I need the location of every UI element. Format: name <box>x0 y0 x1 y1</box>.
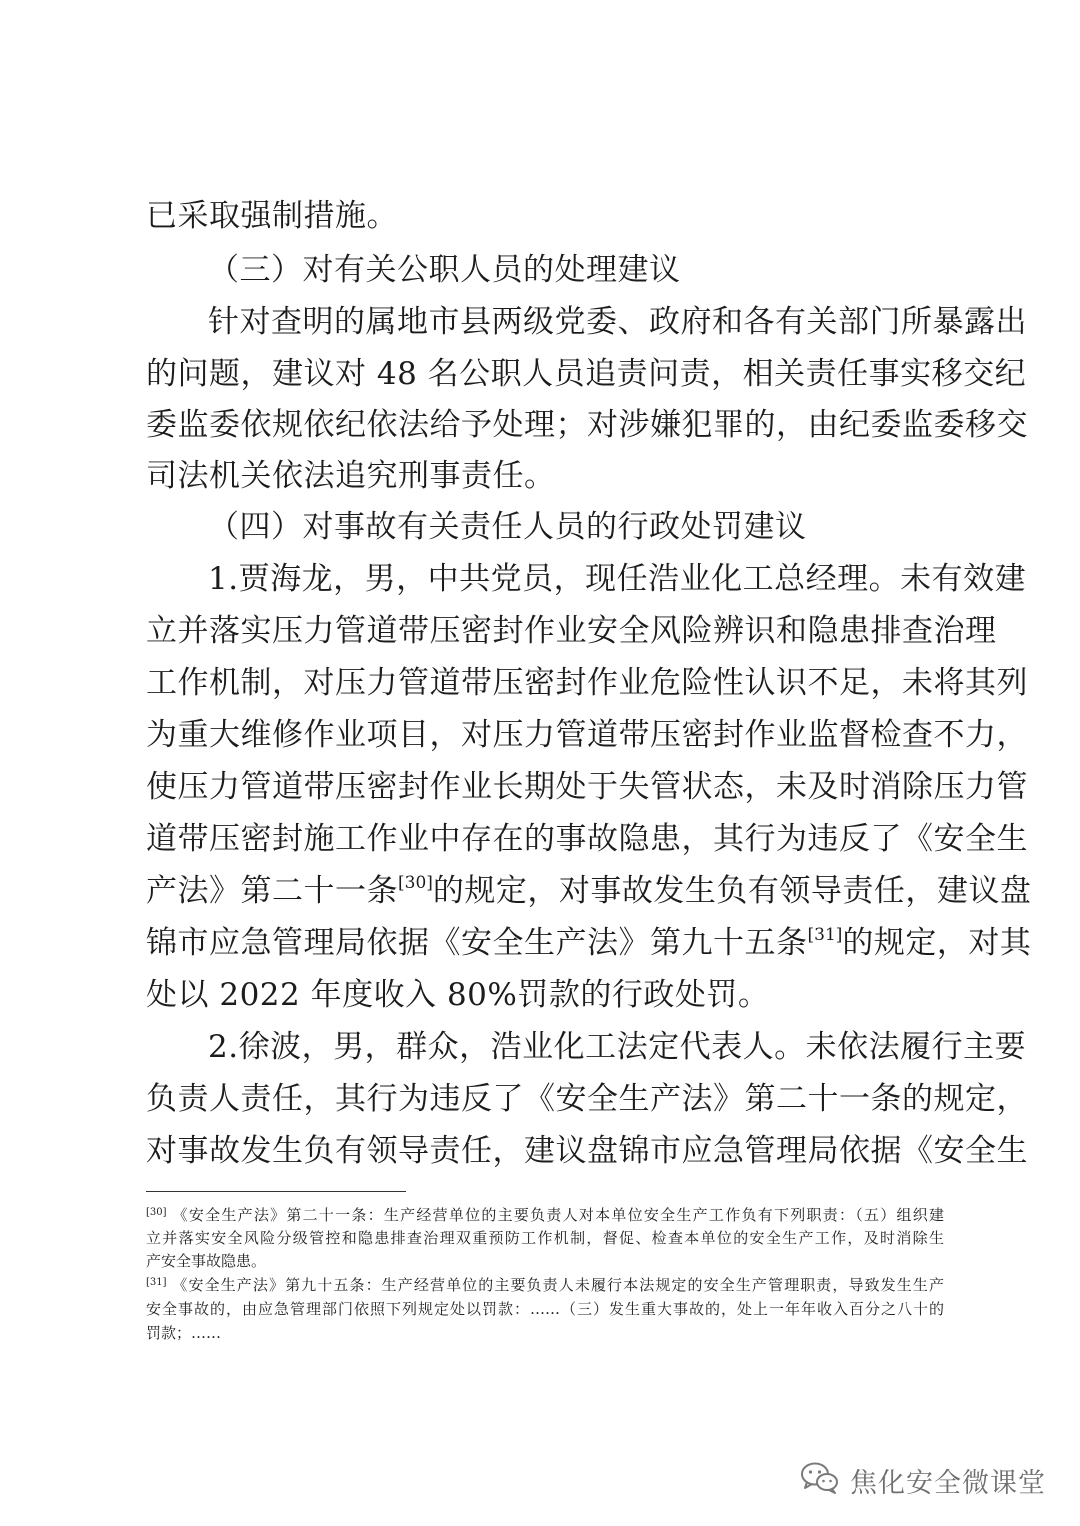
body-line: 负责人责任，其行为违反了《安全生产法》第二十一条的规定， <box>146 1081 1028 1117</box>
watermark-text: 焦化安全微课堂 <box>850 1467 1046 1499</box>
body-line: 道带压密封施工作业中存在的事故隐患，其行为违反了《安全生 <box>146 821 1028 857</box>
footnote-marker: [30] <box>146 1207 167 1218</box>
body-line: 1.贾海龙，男，中共党员，现任浩业化工总经理。未有效建 <box>208 561 1027 597</box>
body-line <box>146 923 1032 963</box>
footnote-ref-31[interactable]: [31] <box>807 925 843 945</box>
body-line: 处以 2022 年度收入 80%罚款的行政处罚。 <box>146 977 770 1013</box>
footnote-text: 《安全生产法》第二十一条：生产经营单位的主要负责人对本单位安全生产工作负有下列职责：（五）组织建 <box>172 1206 944 1224</box>
body-line: 工作机制，对压力管道带压密封作业危险性认识不足，未将其列 <box>146 665 1028 701</box>
body-line <box>146 871 1032 911</box>
body-text-segment: 的规定，对其 <box>842 925 1032 961</box>
footnote-text: 《安全生产法》第九十五条：生产经营单位的主要负责人未履行本法规定的安全生产管理职责，导致发生生产 <box>172 1276 944 1294</box>
body-line: 司法机关依法追究刑事责任。 <box>146 458 556 494</box>
footnote-divider <box>146 1191 406 1192</box>
body-line: 使压力管道带压密封作业长期处于失管状态，未及时消除压力管 <box>146 769 1028 805</box>
body-line: 立并落实压力管道带压密封作业安全风险辨识和隐患排查治理 <box>146 613 997 649</box>
footnote-30-line: 立并落实安全风险分级管控和隐患排查治理双重预防工作机制，督促、检查本单位的安全生产工作，及时消除生 <box>146 1229 944 1247</box>
watermark <box>800 1460 1046 1500</box>
body-text-segment: 产法》第二十一条 <box>146 873 398 909</box>
footnote-30-line: 产安全事故隐患。 <box>146 1252 267 1270</box>
body-line: 针对查明的属地市县两级党委、政府和各有关部门所暴露出 <box>208 304 1027 340</box>
body-line: 对事故发生负有领导责任，建议盘锦市应急管理局依据《安全生 <box>146 1133 1028 1169</box>
footnote-marker: [31] <box>146 1277 167 1288</box>
body-text-segment: 锦市应急管理局依据《安全生产法》第九十五条 <box>146 925 808 961</box>
footnote-31-line: 罚款；…… <box>146 1324 222 1342</box>
body-line: 2.徐波，男，群众，浩业化工法定代表人。未依法履行主要 <box>208 1029 1027 1065</box>
footnote-31-line <box>146 1274 944 1296</box>
section-heading-4: （四）对事故有关责任人员的行政处罚建议 <box>208 509 807 545</box>
footnote-ref-30[interactable]: [30] <box>398 873 433 893</box>
body-line: 的问题，建议对 48 名公职人员追责问责，相关责任事实移交纪 <box>146 356 1027 392</box>
body-line: 已采取强制措施。 <box>146 198 398 234</box>
body-text-segment: 的规定，对事故发生负有领导责任，建议盘 <box>432 873 1032 909</box>
footnote-31-line: 安全事故的，由应急管理部门依照下列规定处以罚款：……（三）发生重大事故的，处上一年年收入百分之八十的 <box>146 1300 944 1318</box>
wechat-icon <box>800 1461 840 1499</box>
section-heading-3: （三）对有关公职人员的处理建议 <box>208 252 681 288</box>
body-line: 为重大维修作业项目，对压力管道带压密封作业监督检查不力， <box>146 717 1028 753</box>
body-line: 委监委依规依纪依法给予处理；对涉嫌犯罪的，由纪委监委移交 <box>146 407 1028 443</box>
footnote-30-line <box>146 1204 944 1226</box>
